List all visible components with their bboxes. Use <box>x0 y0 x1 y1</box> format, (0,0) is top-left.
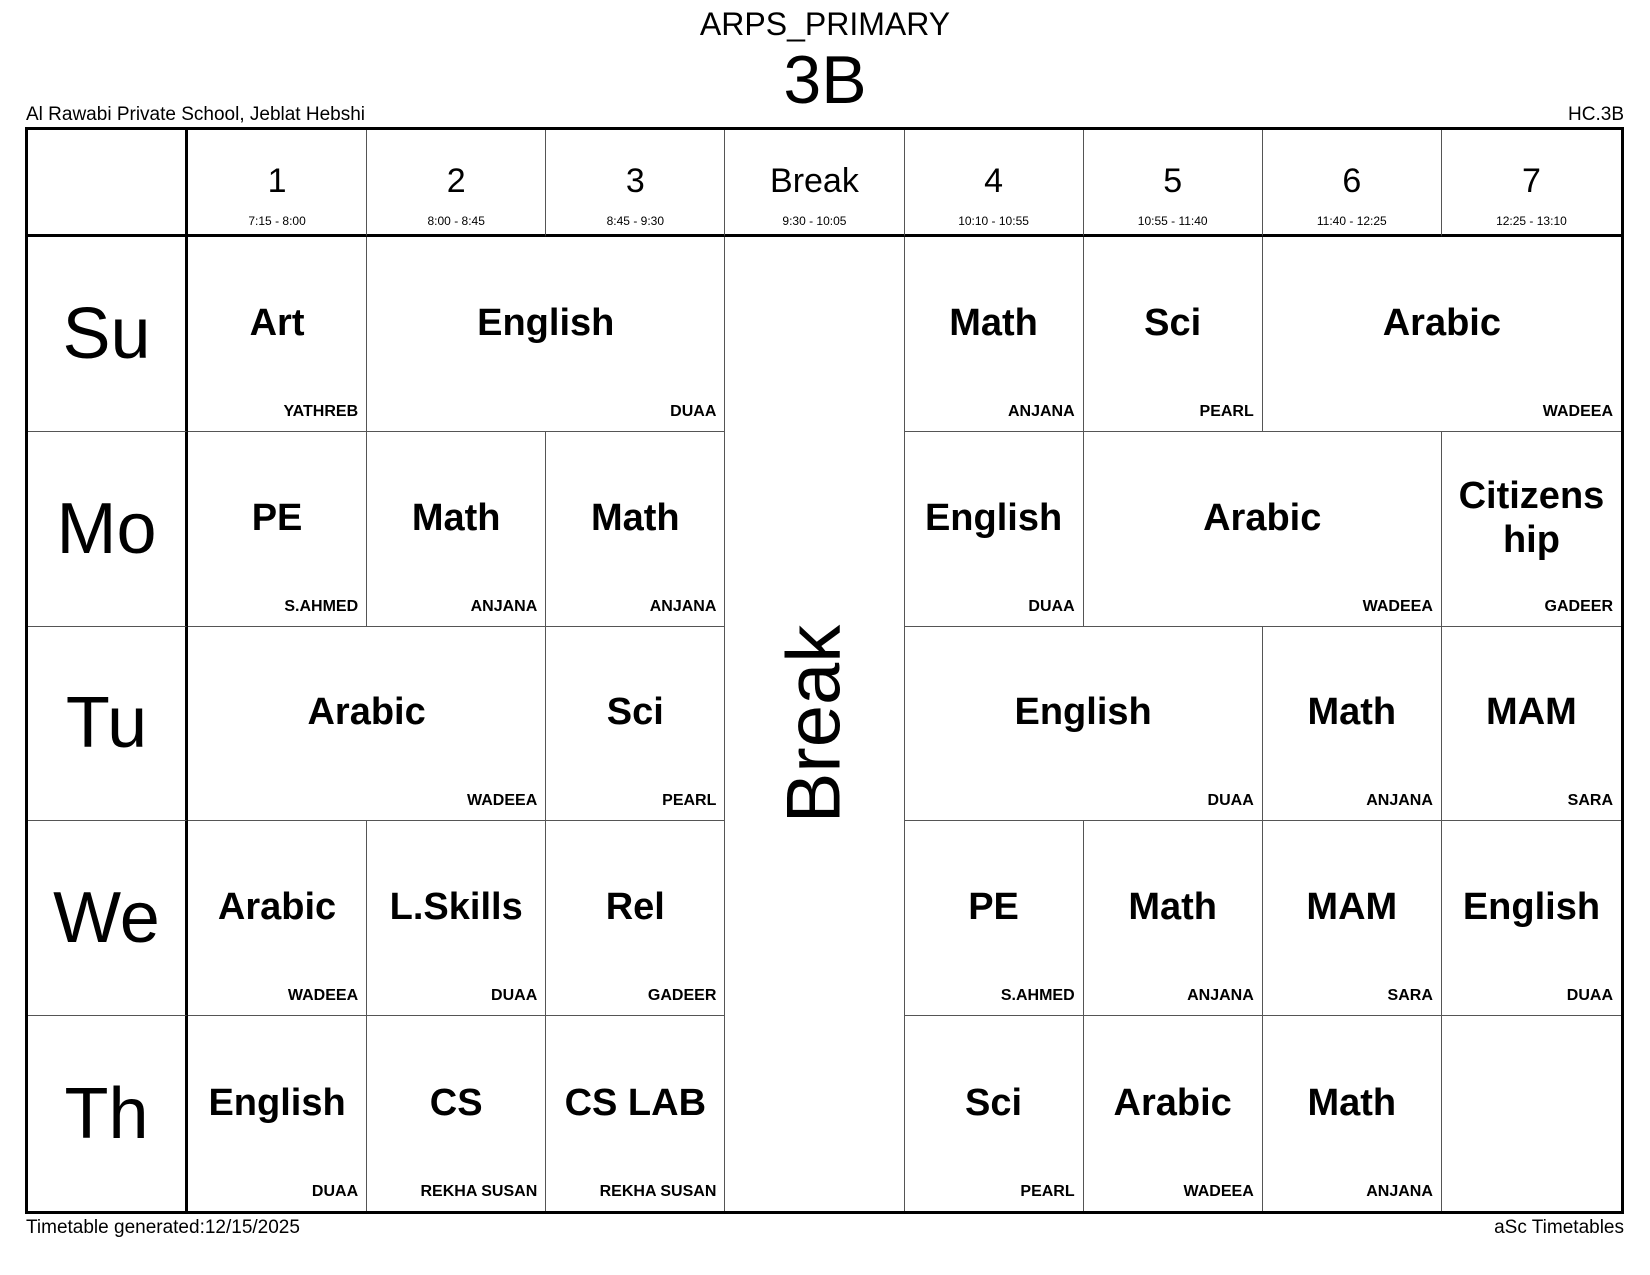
teacher: WADEEA <box>1183 1183 1254 1200</box>
lesson-cell <box>188 237 367 432</box>
period-header-6 <box>1263 130 1442 237</box>
lesson-cell <box>367 821 546 1016</box>
period-time: 10:55 - 11:40 <box>1137 214 1208 228</box>
subject: Math <box>590 496 680 539</box>
day-label-wednesday: We <box>28 821 188 1016</box>
period-time: 9:30 - 10:05 <box>782 214 847 228</box>
subject: Math <box>1307 691 1397 734</box>
lesson-cell <box>546 821 725 1016</box>
subject: MAM <box>1306 886 1398 929</box>
period-time: 10:10 - 10:55 <box>958 214 1029 228</box>
lesson-cell <box>1263 627 1442 822</box>
class-title: 3B <box>783 42 867 118</box>
day-label-thursday: Th <box>28 1016 188 1211</box>
teacher: S.AHMED <box>1000 987 1075 1005</box>
teacher: WADEEA <box>467 792 538 810</box>
teacher: DUAA <box>491 987 538 1005</box>
teacher: DUAA <box>311 1183 359 1200</box>
period-time: 12:25 - 13:10 <box>1496 214 1567 228</box>
teacher: DUAA <box>1207 792 1254 810</box>
subject: Arabic <box>1113 1081 1232 1124</box>
lesson-cell <box>905 627 1263 822</box>
teacher: SARA <box>1567 792 1613 810</box>
period-header-5 <box>1084 130 1263 237</box>
subject: Art <box>249 301 305 344</box>
subject: L.Skills <box>389 886 523 929</box>
lesson-cell <box>1084 432 1442 627</box>
teacher: REKHA SUSAN <box>599 1183 717 1200</box>
period-time: 11:40 - 12:25 <box>1316 214 1387 228</box>
teacher: ANJANA <box>1366 792 1433 810</box>
day-label-sunday: Su <box>28 237 188 432</box>
break-label: Break <box>771 624 857 824</box>
lesson-cell <box>1442 627 1621 822</box>
lesson-cell <box>367 1016 546 1211</box>
lesson-cell <box>905 1016 1084 1211</box>
subject: PE <box>968 886 1019 929</box>
period-number: 3 <box>625 162 645 200</box>
subject: Sci <box>965 1081 1023 1124</box>
teacher: DUAA <box>1028 597 1075 615</box>
lesson-cell <box>546 627 725 822</box>
timetable-grid <box>25 127 1624 1214</box>
teacher: GADEER <box>647 987 717 1005</box>
period-number: 2 <box>446 162 466 200</box>
break-column <box>725 237 904 1211</box>
generated-date: Timetable generated:12/15/2025 <box>26 1217 300 1238</box>
period-time: 8:45 - 9:30 <box>606 214 664 228</box>
subject: Arabic <box>307 691 426 734</box>
lesson-cell <box>905 237 1084 432</box>
teacher: S.AHMED <box>284 597 359 615</box>
subject: English <box>208 1081 346 1124</box>
period-header-3 <box>546 130 725 237</box>
subject: Citizens hip <box>1458 474 1605 561</box>
teacher: ANJANA <box>470 597 538 615</box>
school-short-name: ARPS_PRIMARY <box>699 6 951 42</box>
subject: English <box>1014 691 1152 734</box>
subject: English <box>924 496 1063 539</box>
subject: Math <box>949 301 1038 344</box>
lesson-cell <box>188 432 367 627</box>
period-header-4 <box>905 130 1084 237</box>
period-time: 7:15 - 8:00 <box>248 214 306 228</box>
teacher: ANJANA <box>1366 1183 1433 1200</box>
period-number: 4 <box>984 162 1004 200</box>
lesson-cell <box>1263 821 1442 1016</box>
subject: English <box>1462 886 1601 929</box>
lesson-cell <box>188 627 546 822</box>
period-header-2 <box>367 130 546 237</box>
period-header-7 <box>1442 130 1621 237</box>
lesson-cell <box>1084 821 1263 1016</box>
lesson-cell <box>905 432 1084 627</box>
subject: Sci <box>606 691 664 734</box>
lesson-cell <box>1263 237 1621 432</box>
teacher: GADEER <box>1544 597 1613 615</box>
teacher: WADEEA <box>1362 597 1433 615</box>
subject: CS LAB <box>564 1081 707 1124</box>
subject: Math <box>1307 1081 1397 1124</box>
teacher: DUAA <box>670 402 717 420</box>
subject: English <box>477 301 615 344</box>
lesson-cell <box>188 821 367 1016</box>
teacher: REKHA SUSAN <box>420 1183 538 1200</box>
lesson-cell <box>1442 821 1621 1016</box>
lesson-cell <box>367 237 725 432</box>
subject: Rel <box>605 886 665 929</box>
period-header-1 <box>188 130 367 237</box>
period-number: 7 <box>1521 162 1541 200</box>
subject: Arabic <box>1382 301 1502 344</box>
lesson-cell <box>188 1016 367 1211</box>
lesson-cell <box>367 432 546 627</box>
lesson-cell <box>905 821 1084 1016</box>
subject: PE <box>251 496 303 539</box>
teacher: PEARL <box>1020 1183 1075 1200</box>
subject: Arabic <box>217 886 337 929</box>
school-full-name: Al Rawabi Private School, Jeblat Hebshi <box>26 104 366 125</box>
period-number: 6 <box>1342 162 1362 200</box>
lesson-cell <box>546 432 725 627</box>
timetable-code: HC.3B <box>1568 104 1624 125</box>
period-number: 1 <box>267 162 287 200</box>
lesson-cell <box>1442 432 1621 627</box>
teacher: PEARL <box>662 792 717 810</box>
subject: MAM <box>1486 691 1577 734</box>
period-number: Break <box>770 162 859 200</box>
teacher: PEARL <box>1199 402 1254 420</box>
teacher: ANJANA <box>1187 987 1254 1005</box>
empty-cell <box>1442 1016 1621 1211</box>
day-label-tuesday: Tu <box>28 627 188 822</box>
teacher: ANJANA <box>1007 402 1075 420</box>
lesson-cell <box>1084 237 1263 432</box>
lesson-cell <box>1263 1016 1442 1211</box>
subject: Math <box>411 496 501 539</box>
lesson-cell <box>1084 1016 1263 1211</box>
day-label-monday: Mo <box>28 432 188 627</box>
period-time: 8:00 - 8:45 <box>427 214 485 228</box>
corner-cell <box>28 130 188 237</box>
subject: Arabic <box>1203 496 1322 539</box>
period-header-break <box>725 130 904 237</box>
teacher: DUAA <box>1566 987 1613 1005</box>
teacher: ANJANA <box>649 597 717 615</box>
teacher: SARA <box>1387 987 1433 1005</box>
teacher: WADEEA <box>1542 402 1613 420</box>
software-credit: aSc Timetables <box>1494 1217 1624 1238</box>
teacher: WADEEA <box>287 987 359 1005</box>
subject: CS <box>429 1081 483 1124</box>
teacher: YATHREB <box>283 402 359 420</box>
lesson-cell <box>546 1016 725 1211</box>
subject: Sci <box>1144 301 1202 344</box>
subject: Math <box>1128 886 1218 929</box>
period-number: 5 <box>1163 162 1183 200</box>
